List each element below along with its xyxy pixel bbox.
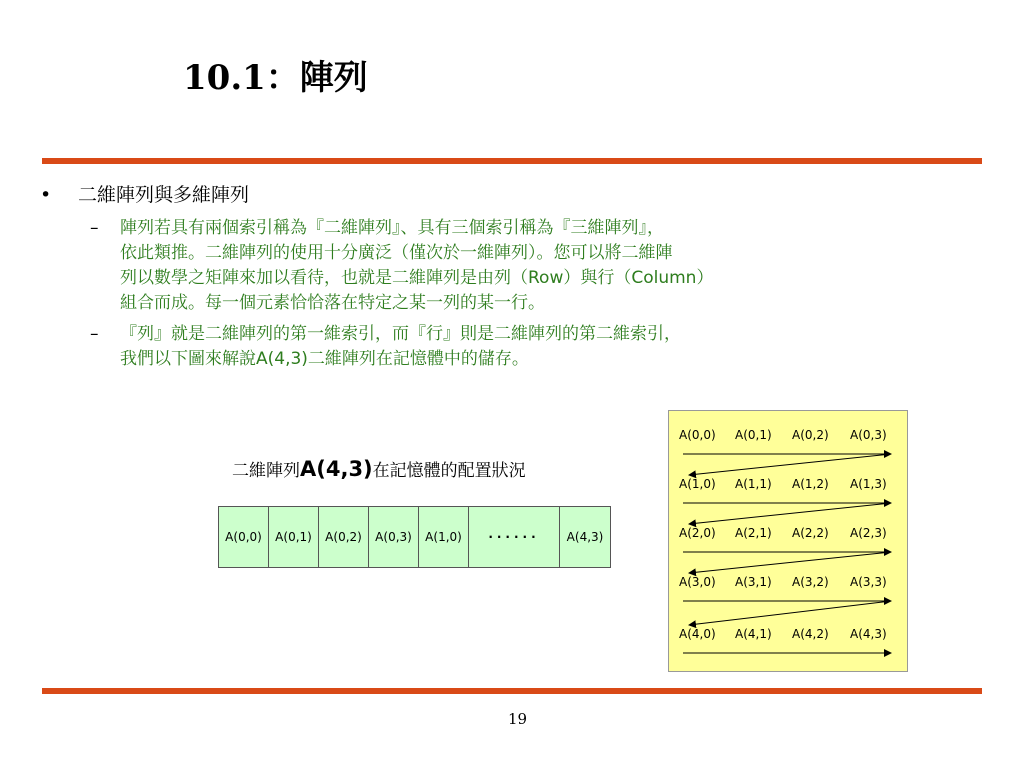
memory-cell-ellipsis: ······: [469, 507, 560, 567]
sub-bullet-line: 『列』就是二維陣列的第一維索引，而『行』則是二維陣列的第二維索引，: [120, 324, 681, 344]
grid-element-label: A(3,3): [850, 575, 887, 589]
grid-element-label: A(2,2): [792, 526, 829, 540]
grid-element-label: A(1,1): [735, 477, 772, 491]
caption-prefix: 二維陣列: [232, 461, 300, 481]
next-row-arrow: [689, 601, 891, 625]
bullet-marker: •: [40, 184, 52, 206]
grid-element-label: A(0,2): [792, 428, 829, 442]
memory-cell: A(0,3): [369, 507, 419, 567]
top-divider: [42, 158, 982, 164]
sub-bullet-line: 我們以下圖來解說A(4,3)二維陣列在記憶體中的儲存。: [120, 349, 529, 369]
sub-bullet-index: [90, 322, 990, 372]
sub-bullet-line: 依此類推。二維陣列的使用十分廣泛（僅次於一維陣列）。您可以將二維陣: [120, 243, 673, 263]
memory-cell: A(1,0): [419, 507, 469, 567]
grid-element-label: A(2,1): [735, 526, 772, 540]
memory-cell: A(0,0): [219, 507, 269, 567]
caption-array-name: A(4,3): [300, 457, 373, 481]
bottom-divider: [42, 688, 982, 694]
main-bullet: [40, 180, 249, 207]
memory-cell: A(0,2): [319, 507, 369, 567]
sub-bullet-definition: [90, 216, 990, 316]
grid-element-label: A(3,0): [679, 575, 716, 589]
memory-layout-caption: [232, 456, 526, 481]
row-major-order-diagram: [668, 410, 908, 672]
sub-bullet-line: 組合而成。每一個元素恰恰落在特定之某一列的某一行。: [120, 293, 545, 313]
grid-element-label: A(1,3): [850, 477, 887, 491]
grid-element-label: A(0,0): [679, 428, 716, 442]
next-row-arrow: [689, 503, 891, 524]
grid-element-label: A(2,3): [850, 526, 887, 540]
next-row-arrow: [689, 552, 891, 573]
grid-element-label: A(0,1): [735, 428, 772, 442]
grid-element-label: A(4,3): [850, 627, 887, 641]
grid-element-label: A(1,2): [792, 477, 829, 491]
caption-suffix: 在記憶體的配置狀況: [372, 461, 526, 481]
grid-element-label: A(1,0): [679, 477, 716, 491]
grid-element-label: A(3,2): [792, 575, 829, 589]
sub-bullet-line: 陣列若具有兩個索引稱為『二維陣列』、具有三個索引稱為『三維陣列』，: [120, 218, 664, 238]
grid-element-label: A(0,3): [850, 428, 887, 442]
grid-element-label: A(2,0): [679, 526, 716, 540]
grid-element-label: A(3,1): [735, 575, 772, 589]
main-bullet-text: 二維陣列與多維陣列: [78, 184, 250, 206]
memory-cell: A(4,3): [566, 530, 604, 544]
grid-element-label: A(4,1): [735, 627, 772, 641]
next-row-arrow: [689, 454, 891, 475]
page-number: 19: [508, 710, 528, 728]
grid-element-label: A(4,2): [792, 627, 829, 641]
grid-element-label: A(4,0): [679, 627, 716, 641]
memory-cell: A(0,1): [269, 507, 319, 567]
dash-marker: –: [90, 218, 99, 238]
dash-marker: –: [90, 324, 99, 344]
slide-title: 10.1：陣列: [183, 58, 368, 98]
sub-bullet-line: 列以數學之矩陣來加以看待，也就是二維陣列是由列（Row）與行（Column）: [120, 268, 714, 288]
memory-layout-row: [218, 506, 611, 568]
